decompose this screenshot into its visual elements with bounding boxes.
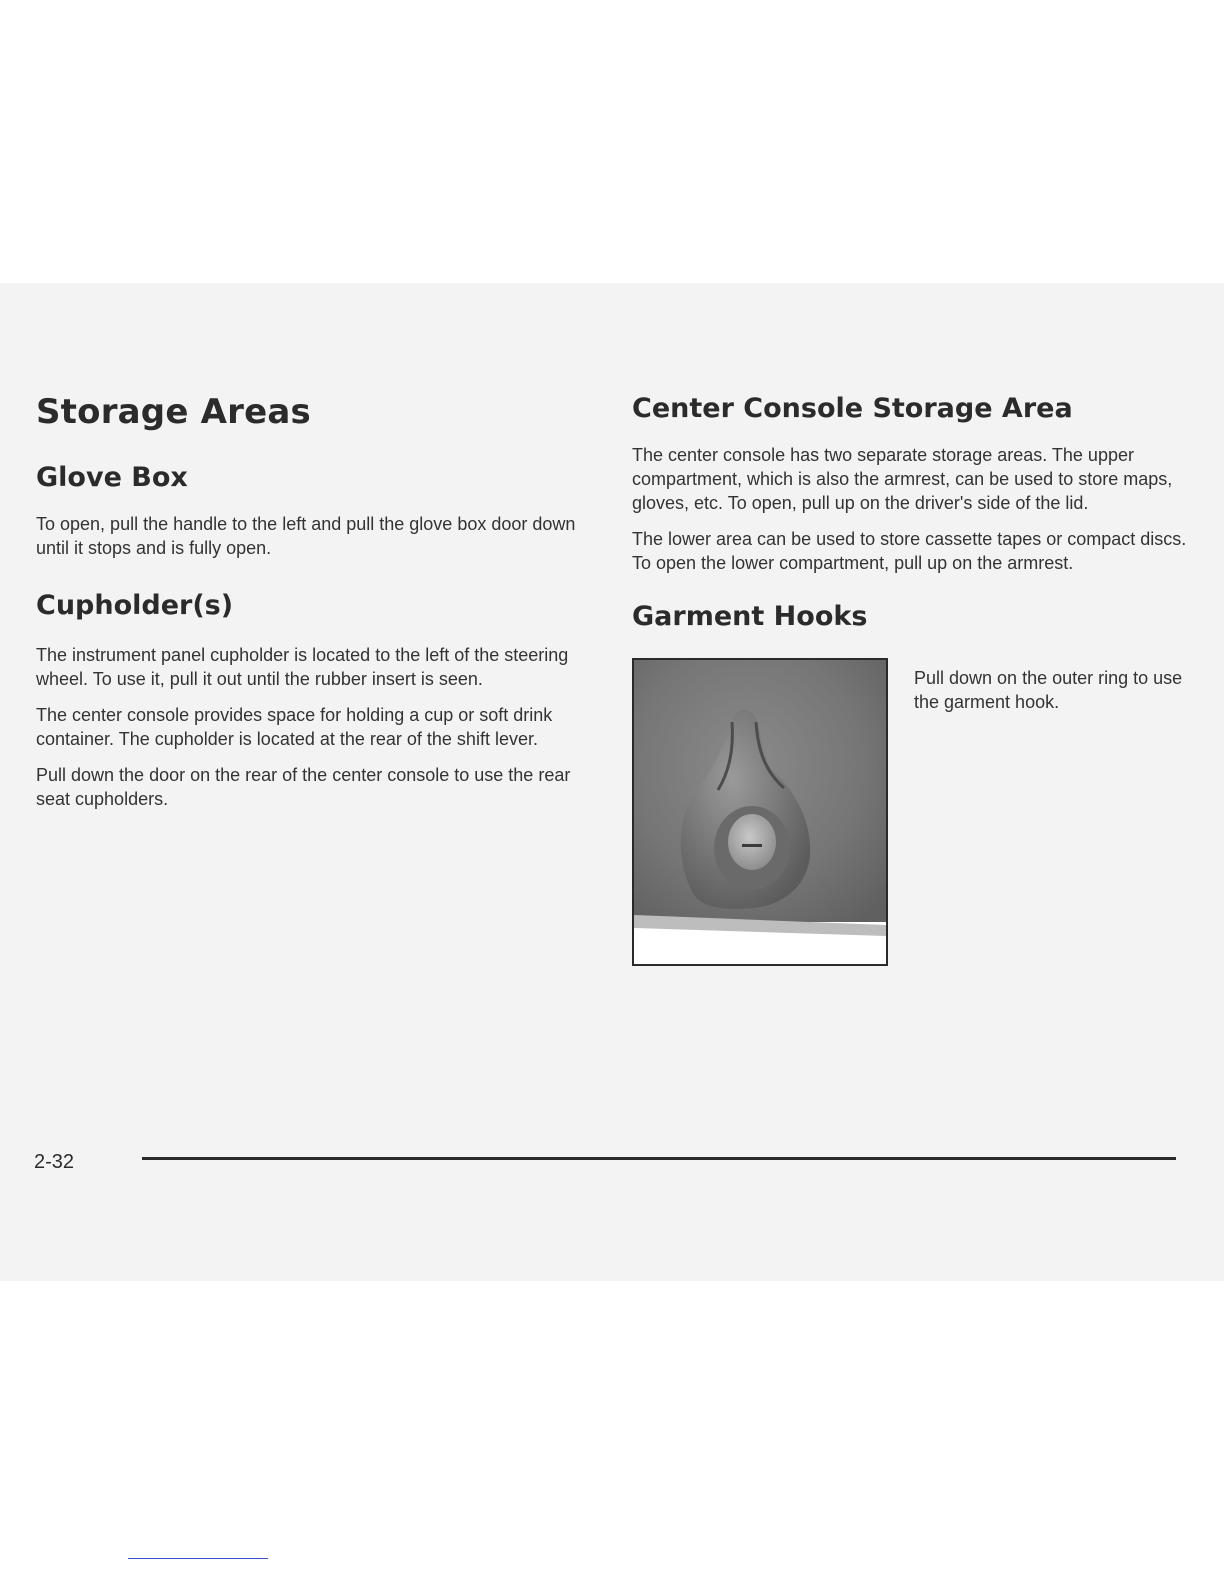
cupholders-heading: Cupholder(s) [36,590,234,622]
glove-box-text: To open, pull the handle to the left and pull the glove box door down until it stops and is fully open. [36,514,576,559]
center-console-paragraph-1: The center console has two separate storage areas. The upper compartment, which is also the armrest, can be used to store maps, gloves, etc. To open, pull up on the driver's side of the lid. [632,445,1173,514]
cupholders-paragraph-3: Pull down the door on the rear of the center console to use the rear seat cupholders. [36,764,571,809]
garment-hooks-section [632,658,1188,968]
footer-divider [142,1157,1176,1160]
garment-hook-photo [632,658,888,966]
left-column [36,385,584,811]
right-column [632,385,1188,968]
glove-box-heading: Glove Box [36,462,188,494]
decorative-underline [128,1558,268,1559]
garment-hooks-heading: Garment Hooks [632,601,868,633]
cupholders-paragraph-1: The instrument panel cupholder is located to the left of the steering wheel. To use it, pull it out until the rubber insert is seen. [36,644,569,689]
page-title: Storage Areas [36,392,311,432]
center-console-paragraph-2: The lower area can be used to store cassette tapes or compact discs. To open the lower compartment, pull up on the armrest. [632,529,1187,574]
page-number: 2-32 [34,1151,75,1173]
cupholders-paragraph-2: The center console provides space for holding a cup or soft drink container. The cupholder is located at the rear of the shift lever. [36,704,553,749]
garment-hooks-caption: Pull down on the outer ring to use the garment hook. [914,667,1183,712]
center-console-heading: Center Console Storage Area [632,393,1073,424]
